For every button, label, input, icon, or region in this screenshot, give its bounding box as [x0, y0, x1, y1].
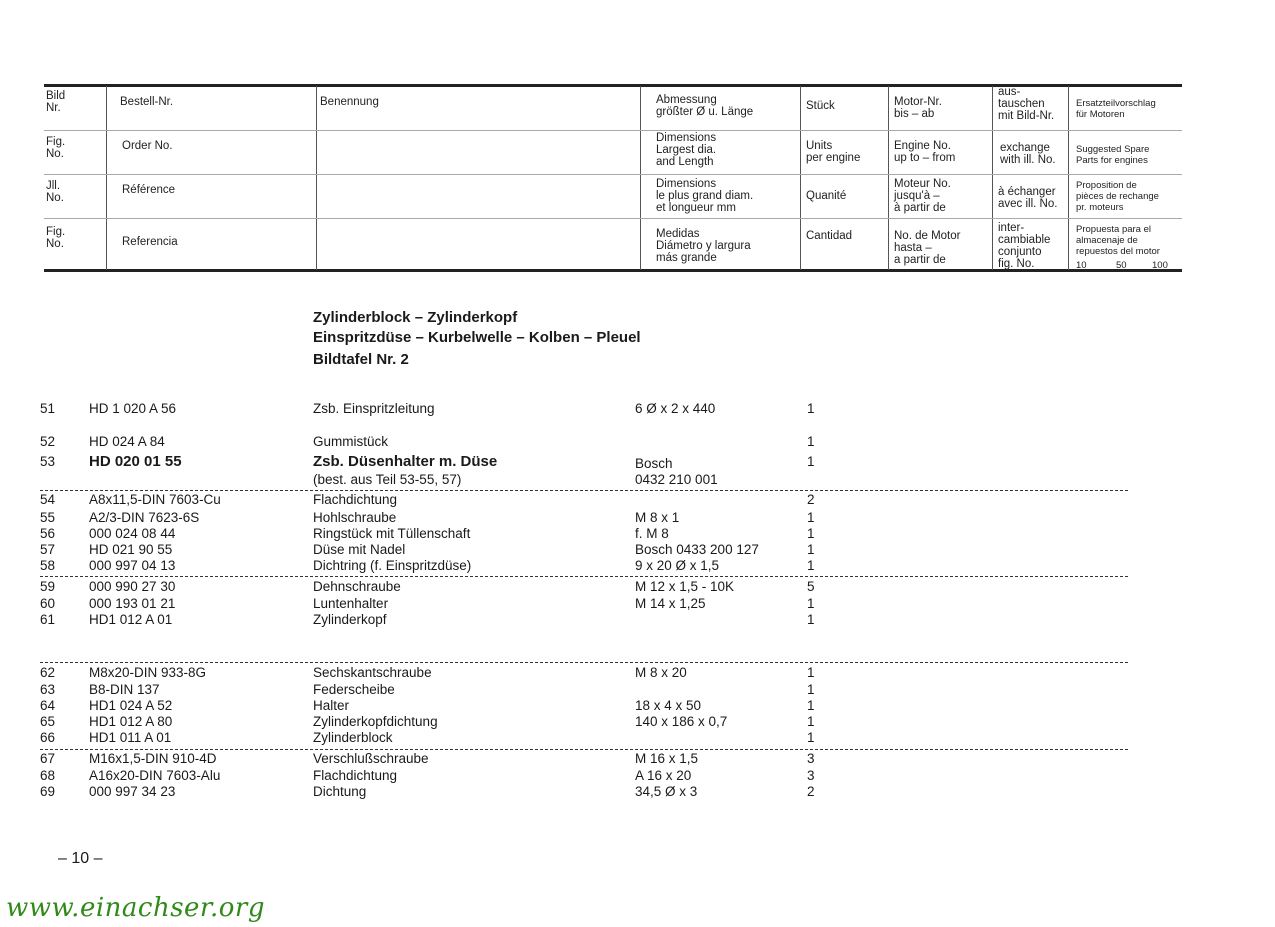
header-fig: Jll. No.: [46, 180, 64, 204]
header-engine: No. de Motor hasta – a partir de: [894, 230, 961, 266]
header-spare: Ersatzteilvorschlag für Motoren: [1076, 98, 1156, 120]
order-number: 000 193 01 21: [89, 596, 176, 611]
fig-number: 55: [40, 510, 56, 525]
fig-number: 60: [40, 596, 56, 611]
order-number: A8x11,5-DIN 7603-Cu: [89, 492, 221, 507]
header-engine: Engine No. up to – from: [894, 140, 956, 164]
part-quantity: 1: [807, 510, 815, 525]
order-number: HD 021 90 55: [89, 542, 173, 557]
order-number: B8-DIN 137: [89, 682, 160, 697]
header-name: Benennung: [320, 96, 379, 108]
part-name: Zsb. Einspritzleitung: [313, 401, 435, 416]
header-divider: [1068, 86, 1069, 270]
part-dimension: f. M 8: [635, 526, 669, 541]
part-dimension: 6 Ø x 2 x 440: [635, 401, 716, 416]
header-divider: [992, 86, 993, 270]
header-dim: Medidas Diámetro y largura más grande: [656, 228, 751, 264]
table-row: [0, 682, 1275, 698]
part-quantity: 1: [807, 730, 815, 745]
part-quantity: 5: [807, 579, 815, 594]
order-number: 000 997 34 23: [89, 784, 176, 799]
table-row: [0, 579, 1275, 595]
header-fig: Fig. No.: [46, 136, 66, 160]
header-row-separator: [44, 174, 1182, 175]
header-dim: Dimensions Largest dia. and Length: [656, 132, 717, 168]
order-number: HD 024 A 84: [89, 434, 165, 449]
fig-number: 65: [40, 714, 56, 729]
part-quantity: 1: [807, 682, 815, 697]
spare-count-50: 50: [1116, 260, 1127, 271]
table-row: [0, 454, 1275, 470]
part-dimension: Bosch 0433 200 127: [635, 542, 759, 557]
order-number: HD1 012 A 01: [89, 612, 173, 627]
fig-number: 53: [40, 454, 56, 469]
part-dimension: 9 x 20 Ø x 1,5: [635, 558, 720, 573]
header-row-separator: [44, 130, 1182, 131]
part-name: Dichtring (f. Einspritzdüse): [313, 558, 472, 573]
table-row: [0, 784, 1275, 800]
part-quantity: 1: [807, 526, 815, 541]
order-number: 000 990 27 30: [89, 579, 176, 594]
order-number: M16x1,5-DIN 910-4D: [89, 751, 217, 766]
table-row: [0, 492, 1275, 508]
header-divider: [316, 86, 317, 270]
website-watermark[interactable]: www.einachser.org: [6, 893, 265, 923]
part-name: Hohlschraube: [313, 510, 397, 525]
fig-number: 66: [40, 730, 56, 745]
part-quantity: 1: [807, 612, 815, 627]
part-quantity: 1: [807, 434, 815, 449]
part-dimension: 140 x 186 x 0,7: [635, 714, 728, 729]
part-note: (best. aus Teil 53-55, 57): [313, 472, 462, 487]
part-quantity: 2: [807, 784, 815, 799]
header-units: Cantidad: [806, 230, 853, 242]
fig-number: 62: [40, 665, 56, 680]
order-number: HD 1 020 A 56: [89, 401, 177, 416]
section-subtitle: Einspritzdüse – Kurbelwelle – Kolben – Pleuel: [313, 329, 641, 346]
part-quantity: 1: [807, 714, 815, 729]
header-divider: [888, 86, 889, 270]
header-table: [44, 84, 1182, 272]
header-exchange: exchange with ill. No.: [1000, 142, 1056, 166]
part-name: Federscheibe: [313, 682, 395, 697]
part-quantity: 1: [807, 401, 815, 416]
plate-number: Bildtafel Nr. 2: [313, 351, 409, 368]
part-dimension: M 12 x 1,5 - 10K: [635, 579, 735, 594]
part-quantity: 1: [807, 596, 815, 611]
table-row: [0, 510, 1275, 526]
spare-count-10: 10: [1076, 260, 1087, 271]
table-row: [0, 751, 1275, 767]
header-spare: Suggested Spare Parts for engines: [1076, 144, 1150, 166]
part-dimension: M 16 x 1,5: [635, 751, 699, 766]
table-row: [0, 401, 1275, 417]
table-row: [0, 730, 1275, 746]
order-number: 000 997 04 13: [89, 558, 176, 573]
table-row: [0, 698, 1275, 714]
part-quantity: 3: [807, 751, 815, 766]
table-row: [0, 596, 1275, 612]
part-note-dimension: 0432 210 001: [635, 472, 718, 487]
table-row: [0, 612, 1275, 628]
fig-number: 56: [40, 526, 56, 541]
header-exchange: inter- cambiable conjunto fig. No.: [998, 222, 1051, 270]
order-number: HD1 011 A 01: [89, 730, 172, 745]
fig-number: 54: [40, 492, 56, 507]
fig-number: 63: [40, 682, 56, 697]
table-row: [0, 665, 1275, 681]
header-units: Units per engine: [806, 140, 861, 164]
fig-number: 59: [40, 579, 56, 594]
header-order: Referencia: [122, 236, 178, 248]
order-number: HD1 024 A 52: [89, 698, 173, 713]
fig-number: 57: [40, 542, 56, 557]
part-quantity: 2: [807, 492, 815, 507]
part-name: Verschlußschraube: [313, 751, 429, 766]
order-number: HD 020 01 55: [89, 453, 182, 470]
header-order: Order No.: [122, 140, 173, 152]
part-dimension: M 14 x 1,25: [635, 596, 706, 611]
order-number: A2/3-DIN 7623-6S: [89, 510, 200, 525]
section-title: Zylinderblock – Zylinderkopf: [313, 309, 518, 326]
header-engine: Motor-Nr. bis – ab: [894, 96, 942, 120]
header-order: Référence: [122, 184, 176, 196]
spare-count-100: 100: [1152, 260, 1168, 271]
part-name: Gummistück: [313, 434, 389, 449]
table-row: [0, 434, 1275, 450]
part-quantity: 1: [807, 454, 815, 469]
part-name: Ringstück mit Tüllenschaft: [313, 526, 471, 541]
part-name: Halter: [313, 698, 350, 713]
fig-number: 52: [40, 434, 56, 449]
header-divider: [640, 86, 641, 270]
header-spare: Proposition de pièces de rechange pr. moteurs: [1076, 180, 1159, 213]
part-name: Flachdichtung: [313, 768, 398, 783]
fig-number: 61: [40, 612, 56, 627]
part-name: Zylinderkopf: [313, 612, 387, 627]
group-divider: [40, 576, 1128, 577]
part-dimension: 18 x 4 x 50: [635, 698, 702, 713]
group-divider: [40, 490, 1128, 491]
page-number: – 10 –: [58, 850, 103, 867]
table-row: [0, 542, 1275, 558]
header-row-separator: [44, 218, 1182, 219]
part-dimension: A 16 x 20: [635, 768, 692, 783]
part-dimension: Bosch: [635, 456, 673, 471]
part-dimension: 34,5 Ø x 3: [635, 784, 698, 799]
header-units: Stück: [806, 100, 835, 112]
fig-number: 51: [40, 401, 56, 416]
part-quantity: 1: [807, 558, 815, 573]
part-quantity: 1: [807, 698, 815, 713]
part-name: Dehnschraube: [313, 579, 401, 594]
part-quantity: 1: [807, 542, 815, 557]
order-number: HD1 012 A 80: [89, 714, 173, 729]
part-name: Zylinderblock: [313, 730, 393, 745]
order-number: A16x20-DIN 7603-Alu: [89, 768, 221, 783]
fig-number: 67: [40, 751, 56, 766]
table-row: [0, 768, 1275, 784]
fig-number: 68: [40, 768, 56, 783]
header-fig: Bild Nr.: [46, 90, 66, 114]
table-row: [0, 714, 1275, 730]
group-divider: [40, 662, 1128, 663]
part-dimension: M 8 x 1: [635, 510, 680, 525]
header-units: Quanité: [806, 190, 847, 202]
part-name: Düse mit Nadel: [313, 542, 406, 557]
part-dimension: M 8 x 20: [635, 665, 687, 680]
header-divider: [106, 86, 107, 270]
header-dim: Dimensions le plus grand diam. et longueur mm: [656, 178, 754, 214]
header-divider: [800, 86, 801, 270]
table-row: [0, 526, 1275, 542]
part-name: Sechskantschraube: [313, 665, 432, 680]
header-dim: Abmessung größter Ø u. Länge: [656, 94, 754, 118]
part-quantity: 3: [807, 768, 815, 783]
fig-number: 58: [40, 558, 56, 573]
part-name: Dichtung: [313, 784, 367, 799]
fig-number: 64: [40, 698, 56, 713]
part-name: Zsb. Düsenhalter m. Düse: [313, 453, 498, 470]
header-order: Bestell-Nr.: [120, 96, 174, 108]
header-exchange: aus- tauschen mit Bild-Nr.: [998, 86, 1055, 122]
order-number: 000 024 08 44: [89, 526, 176, 541]
part-name: Zylinderkopfdichtung: [313, 714, 438, 729]
header-spare: Propuesta para el almacenaje de repuestos del motor: [1076, 224, 1160, 257]
part-name: Luntenhalter: [313, 596, 389, 611]
table-row: [0, 558, 1275, 574]
order-number: M8x20-DIN 933-8G: [89, 665, 207, 680]
header-engine: Moteur No. jusqu'à – à partir de: [894, 178, 951, 214]
group-divider: [40, 749, 1128, 750]
part-name: Flachdichtung: [313, 492, 398, 507]
header-exchange: à échanger avec ill. No.: [998, 186, 1058, 210]
fig-number: 69: [40, 784, 56, 799]
header-fig: Fig. No.: [46, 226, 66, 250]
part-quantity: 1: [807, 665, 815, 680]
